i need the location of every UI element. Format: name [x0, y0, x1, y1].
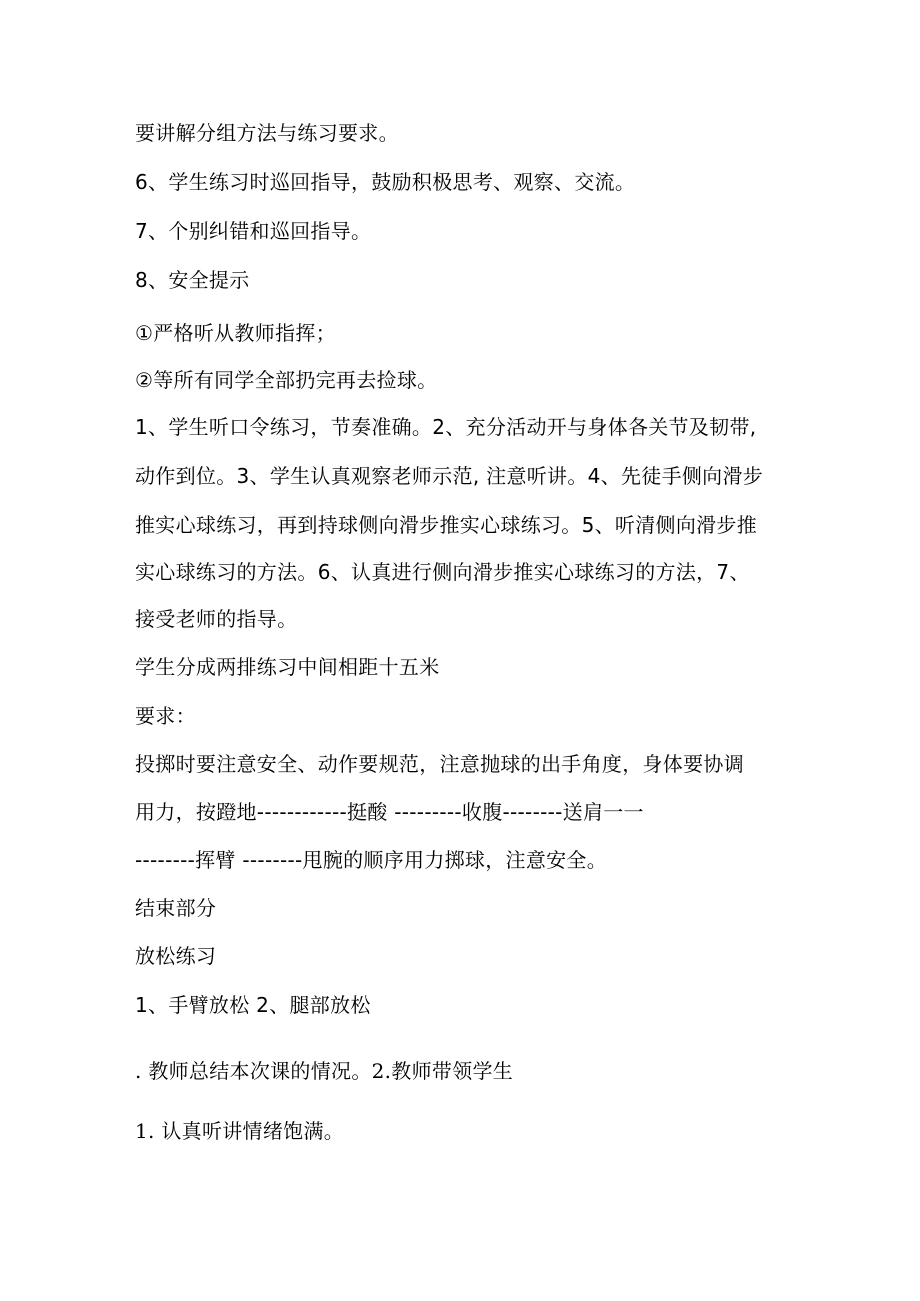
text-line: 推实心球练习，再到持球侧向滑步推实心球练习。5、听清侧向滑步推 [135, 513, 758, 537]
text-line: 8、安全提示 [135, 268, 250, 292]
text-line: . 教师总结本次课的情况。2.教师带领学生 [135, 1059, 514, 1083]
text-line: 结束部分 [135, 896, 217, 920]
text-line: 放松练习 [135, 944, 217, 968]
text-line: 要讲解分组方法与练习要求。 [135, 121, 399, 145]
text-line: 动作到位。3、学生认真观察老师示范, 注意听讲。4、先徒手侧向滑步 [135, 464, 764, 488]
text-line: ①严格听从教师指挥； [135, 321, 336, 345]
text-line: 1、手臂放松 2、腿部放松 [135, 993, 371, 1017]
text-line: 学生分成两排练习中间相距十五米 [135, 655, 440, 679]
text-line: 1. 认真听讲情绪饱满。 [135, 1119, 345, 1143]
text-line: 7、个别纠错和巡回指导。 [135, 219, 372, 243]
text-line: 用力，按蹬地------------挺酸 ---------收腹--------送肩一一 [135, 800, 644, 824]
text-line: 1、学生听口令练习，节奏准确。2、充分活动开与身体各关节及韧带, [135, 415, 757, 439]
text-line: 投掷时要注意安全、动作要规范，注意抛球的出手角度，身体要协调 [135, 752, 744, 776]
text-line: 接受老师的指导。 [135, 607, 298, 631]
text-line: --------挥臂 --------甩腕的顺序用力掷球，注意安全。 [135, 848, 608, 872]
text-line: ②等所有同学全部扔完再去捡球。 [135, 368, 438, 392]
text-line: 实心球练习的方法。6、认真进行侧向滑步推实心球练习的方法，7、 [135, 560, 750, 584]
text-line: 要求： [135, 704, 196, 728]
text-line: 6、学生练习时巡回指导，鼓励积极思考、观察、交流。 [135, 170, 636, 194]
